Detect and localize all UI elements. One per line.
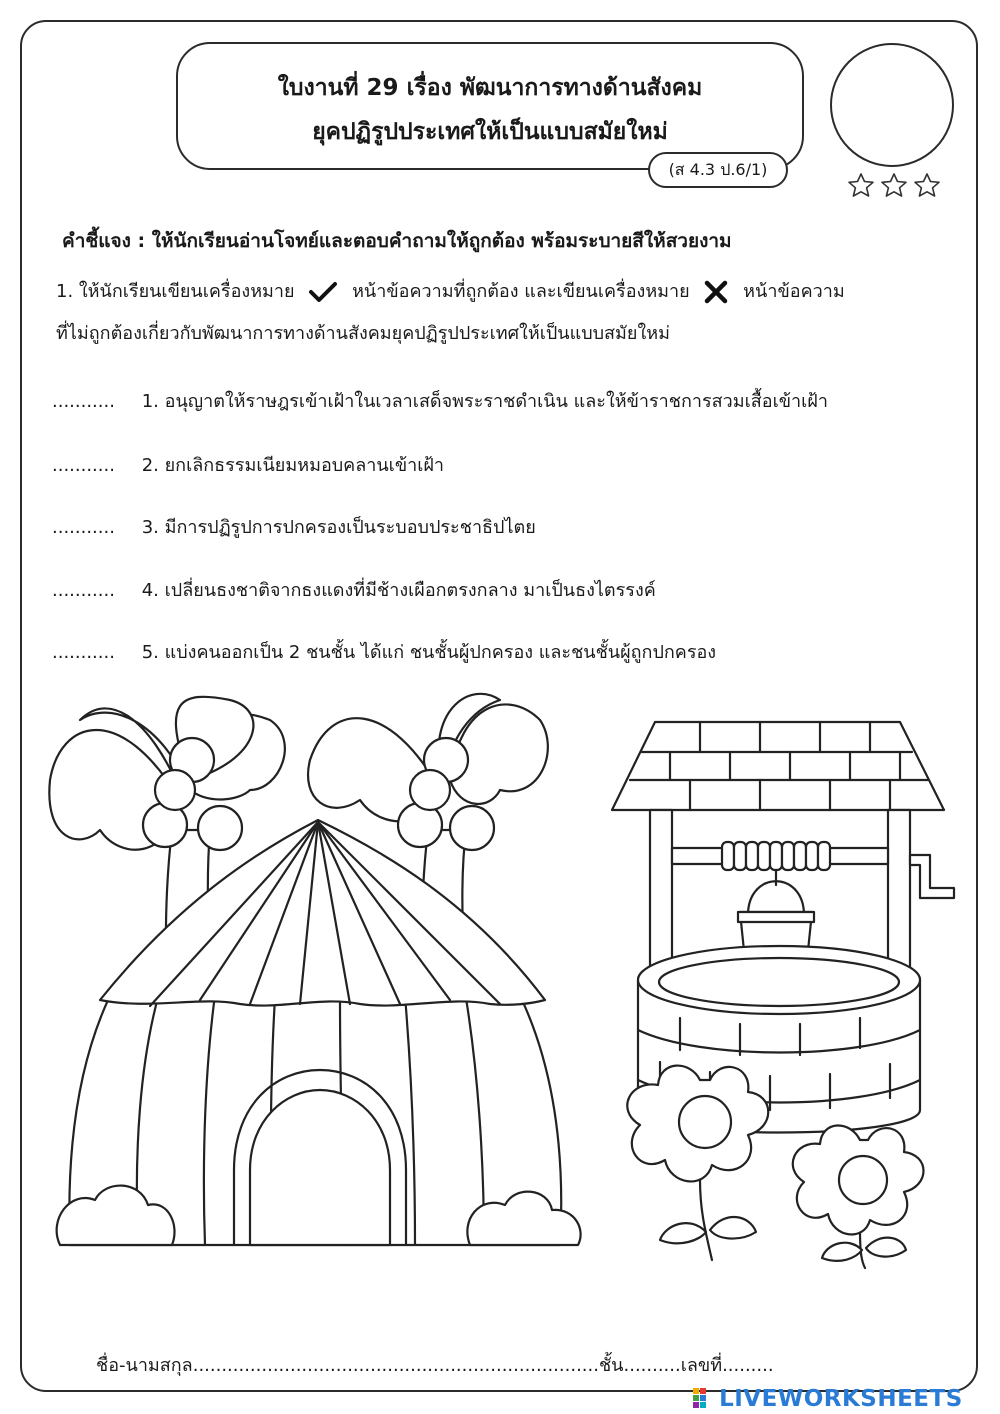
hut-door	[250, 1090, 390, 1245]
student-info-line	[96, 1350, 774, 1379]
name-blank[interactable]: .......................................................................	[192, 1355, 599, 1376]
flower-left	[627, 1066, 768, 1260]
question-1-part1: 1. ให้นักเรียนเขียนเครื่องหมาย	[56, 281, 295, 302]
bucket-handle	[748, 881, 804, 915]
class-label: ชั้น	[598, 1355, 624, 1376]
well-rope	[722, 842, 830, 870]
class-blank[interactable]: ..........	[623, 1355, 681, 1376]
statement-text: 1. อนุญาตให้ราษฎรเข้าเฝ้าในเวลาเสด็จพระราชดำเนิน และให้ข้าราชการสวมเสื้อเข้าเฝ้า	[141, 391, 828, 412]
indicator-code: (ส 4.3 ป.6/1)	[648, 152, 788, 188]
statement-text: 3. มีการปฏิรูปการปกครองเป็นระบอบประชาธิปไตย	[141, 517, 536, 538]
question-1-line2: ที่ไม่ถูกต้องเกี่ยวกับพัฒนาการทางด้านสังคมยุคปฏิรูปประเทศให้เป็นแบบสมัยใหม่	[56, 323, 670, 344]
number-label: เลขที่	[680, 1355, 723, 1376]
number-blank[interactable]: .........	[722, 1355, 774, 1376]
statement-text: 2. ยกเลิกธรรมเนียมหมอบคลานเข้าเฝ้า	[141, 455, 445, 476]
brand-name: LIVEWORKSHEETS	[719, 1386, 963, 1412]
well-roof	[612, 722, 944, 810]
well-crank	[910, 855, 954, 898]
answer-blank[interactable]: ...........	[52, 517, 115, 538]
name-label: ชื่อ-นามสกุล	[96, 1355, 193, 1376]
question-1-part2: หน้าข้อความที่ถูกต้อง และเขียนเครื่องหมาย	[352, 281, 690, 302]
liveworksheets-logo-icon	[692, 1387, 714, 1411]
question-1-part3: หน้าข้อความ	[743, 281, 845, 302]
statement-text: 4. เปลี่ยนธงชาติจากธงแดงที่มีช้างเผือกตรงกลาง มาเป็นธงไตรรงค์	[141, 580, 656, 601]
flower-right	[793, 1125, 924, 1268]
brand-watermark	[692, 1386, 963, 1412]
answer-blank[interactable]: ...........	[52, 580, 115, 601]
statement-text: 5. แบ่งคนออกเป็น 2 ชนชั้น ได้แก่ ชนชั้นผู้ปกครอง และชนชั้นผู้ถูกปกครอง	[141, 642, 717, 663]
answer-blank[interactable]: ...........	[52, 455, 115, 476]
instruction-text: คำชี้แจง : ให้นักเรียนอ่านโจทย์และตอบคำถามให้ถูกต้อง พร้อมระบายสีให้สวยงาม	[62, 230, 732, 252]
worksheet-subtitle: ยุคปฏิรูปประเทศให้เป็นแบบสมัยใหม่	[312, 119, 668, 145]
worksheet-title: ใบงานที่ 29 เรื่อง พัฒนาการทางด้านสังคม	[277, 75, 703, 101]
answer-blank[interactable]: ...........	[52, 642, 115, 663]
answer-blank[interactable]: ...........	[52, 391, 115, 412]
